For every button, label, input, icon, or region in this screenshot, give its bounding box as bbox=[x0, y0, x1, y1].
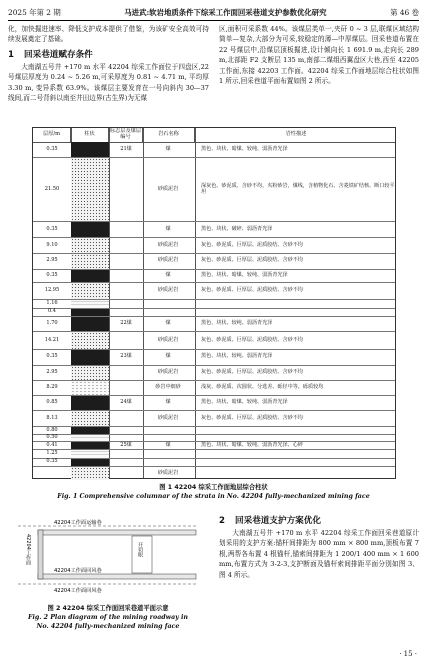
lithology-cell bbox=[71, 222, 109, 236]
section-2-heading bbox=[219, 514, 419, 528]
lithology-cell bbox=[71, 158, 109, 221]
description-cell bbox=[195, 450, 395, 457]
lithology-cell bbox=[71, 350, 109, 364]
description-cell: 黑色、块状、较纯、弱沥青光泽 bbox=[201, 353, 273, 360]
section-2-paragraph: 大南湖五号井 +170 m 水平 42204 综采工作面回采巷道原计划采用的支护方案:锚杆间排距为 800 mm × 800 mm,顶板布置 7 根,两帮各布置 4 根锚杆,锚索间排距为 1 200/1 400 mm × 1 600 mm,布置方式为 3-2-3,支护断面及锚杆索间排距平面分别如图 3、图 4 所示。 bbox=[219, 529, 419, 579]
seam-cell bbox=[109, 300, 143, 307]
thickness-cell: 9.10 bbox=[46, 241, 58, 248]
seam-cell: 24煤 bbox=[120, 399, 132, 406]
rock-name-cell: 砂质泥岩 bbox=[157, 336, 179, 343]
strata-row bbox=[33, 441, 395, 449]
strata-row bbox=[33, 395, 395, 410]
issue-label: 2025 年第 2 期 bbox=[8, 7, 61, 17]
description-cell: 黑色、块状、暗煤、较纯、弱沥青光泽 bbox=[201, 145, 288, 152]
strata-column-table bbox=[32, 127, 396, 479]
strata-row bbox=[33, 458, 395, 466]
transport-roadway-label: 42204工作面运输巷 bbox=[54, 520, 102, 526]
rock-name-cell: 砂岩中细砂 bbox=[155, 384, 181, 391]
seam-cell bbox=[109, 158, 143, 221]
thickness-cell: 1.70 bbox=[46, 320, 58, 327]
lithology-cell bbox=[71, 467, 109, 480]
fig2-caption-zh: 图 2 42204 综采工作面回采巷道平面示意 bbox=[47, 605, 169, 612]
seam-cell bbox=[109, 332, 143, 349]
lithology-cell bbox=[71, 332, 109, 349]
face-label: 开切眼 bbox=[137, 542, 143, 557]
description-cell: 浅灰、砂泥质、次圆状、分选差、砾径中等、砾质较均 bbox=[201, 384, 324, 391]
seam-cell: 22煤 bbox=[120, 320, 132, 327]
description-cell: 黑色、块状、较纯、弱沥青光泽 bbox=[201, 320, 273, 327]
lithology-cell bbox=[71, 238, 109, 254]
seam-cell: 25煤 bbox=[120, 441, 132, 448]
strata-row bbox=[33, 380, 395, 395]
right-column-top bbox=[219, 24, 419, 86]
rock-name-cell: 砂质泥岩 bbox=[157, 185, 179, 192]
rock-name-cell: 煤 bbox=[165, 320, 171, 327]
description-cell: 黑色、块状、暗煤、较纯、弱沥青光泽、心碎 bbox=[201, 441, 303, 448]
section-1-title: 回采巷道赋存条件 bbox=[24, 49, 93, 60]
thickness-cell: 0.35 bbox=[46, 353, 58, 360]
strata-row bbox=[33, 237, 395, 254]
th-description: 岩性描述 bbox=[285, 131, 307, 138]
fig2-caption-en2: No. 42204 fully-mechanized mining face bbox=[36, 623, 180, 630]
volume-label: 第 46 卷 bbox=[390, 7, 419, 17]
return-roadway bbox=[38, 574, 196, 579]
lithology-cell bbox=[71, 450, 109, 457]
thickness-cell: 0.85 bbox=[46, 399, 58, 406]
description-cell bbox=[195, 300, 395, 307]
thickness-cell: 2.95 bbox=[46, 257, 58, 264]
thickness-cell: 0.80 bbox=[46, 426, 58, 433]
thickness-cell: 8.29 bbox=[46, 384, 58, 391]
strata-row bbox=[33, 365, 395, 380]
description-cell: 灰色、砂泥质、巨厚层、泥质胶结、含砂不均 bbox=[201, 287, 303, 294]
description-cell bbox=[195, 309, 395, 316]
description-cell: 灰色、砂泥质、巨厚层、泥质胶结、含砂不均 bbox=[201, 368, 303, 375]
rock-name-cell: 煤 bbox=[165, 399, 171, 406]
rock-name-cell bbox=[143, 459, 193, 466]
transport-roadway bbox=[38, 530, 196, 535]
right-paragraph: 区,面积可采系数 44%。该煤层类单一,夹矸 0 ~ 3 层,联煤区域结构简单—复杂,大部分为可采,较稳定的薄—中厚煤层。回采巷道布置在 22 号煤层中,沿煤层顶板掘进,设计倾向长 1 691.9 m,走向长 289 m,北部距 F2 支断层 135 m,南部二煤组西翼盘区大巷,西至 42205 工作面,东接 42203 工作面。42204 综采工作面地层综合柱状如图 1 所示,回采巷道平面布置如图 2 所示。 bbox=[219, 25, 419, 86]
strata-row bbox=[33, 269, 395, 283]
left-column-top bbox=[8, 24, 209, 103]
th-column: 柱状 bbox=[71, 128, 109, 142]
thickness-cell: 0.50 bbox=[46, 434, 58, 441]
seam-cell bbox=[109, 283, 143, 299]
strata-row bbox=[33, 142, 395, 157]
rock-name-cell: 煤 bbox=[165, 145, 171, 152]
seam-cell bbox=[109, 222, 143, 236]
lithology-cell bbox=[71, 270, 109, 283]
rock-name-cell: 砂质泥岩 bbox=[157, 241, 179, 248]
header-rule bbox=[8, 20, 419, 21]
rock-name-cell: 煤 bbox=[165, 272, 171, 279]
lithology-cell bbox=[71, 396, 109, 410]
section-2-title: 回采巷道支护方案优化 bbox=[235, 516, 321, 526]
rock-name-cell: 砂质泥岩 bbox=[157, 469, 179, 476]
seam-cell bbox=[109, 459, 143, 466]
description-cell: 灰色、砂泥质、巨厚层、泥质胶结、含砂不均 bbox=[201, 257, 303, 264]
strata-row bbox=[33, 157, 395, 221]
rock-name-cell bbox=[143, 427, 193, 434]
section-2-number: 2 bbox=[219, 516, 225, 526]
strata-row bbox=[33, 221, 395, 236]
th-seam: 标志层及煤层编号 bbox=[109, 128, 142, 140]
running-header bbox=[8, 5, 419, 19]
lithology-cell bbox=[71, 459, 109, 466]
description-cell: 灰色、砂泥质、巨厚层、泥质胶结、含砂不均 bbox=[201, 241, 303, 248]
section-1-number: 1 bbox=[8, 49, 14, 60]
rock-name-cell: 煤 bbox=[165, 225, 171, 232]
section-1-heading bbox=[8, 48, 209, 62]
th-thickness: 层厚/m bbox=[33, 128, 71, 142]
strata-row bbox=[33, 426, 395, 434]
seam-cell: 21煤 bbox=[120, 145, 132, 152]
lithology-cell bbox=[71, 366, 109, 380]
th-rock: 岩石名称 bbox=[143, 128, 195, 142]
description-cell: 黑色、块状、破碎、弱沥青光泽 bbox=[201, 225, 273, 232]
thickness-cell: 0.35 bbox=[46, 225, 58, 232]
lithology-cell bbox=[71, 142, 109, 157]
description-cell bbox=[195, 427, 395, 434]
rock-name-cell: 煤 bbox=[165, 353, 171, 360]
thickness-cell: 0.41 bbox=[46, 441, 58, 448]
section-1-paragraph: 大南湖五号井 +170 m 水平 42204 综采工作面位于四盘区,22 号煤层厚度为 0.24 ~ 5.26 m,可采厚度为 0.81 ~ 4.71 m, 平均厚 3.30 m, 变异系数 63.9%。该煤层主要发育在一号向斜内 30—37 线间,而二号背斜以南至井田边界(古生界)为无煤 bbox=[8, 62, 209, 103]
strata-row bbox=[33, 299, 395, 307]
seam-cell bbox=[109, 238, 143, 254]
rock-name-cell bbox=[143, 309, 193, 316]
lithology-cell bbox=[71, 411, 109, 425]
thickness-cell: 0.4 bbox=[47, 308, 57, 315]
thickness-cell: 0.35 bbox=[46, 458, 58, 465]
fig1-caption-en: Fig. 1 Comprehensive columnar of the strata in No. 42204 fully-mechanized mining face bbox=[57, 493, 370, 500]
thickness-cell: 0.35 bbox=[46, 272, 58, 279]
lithology-cell bbox=[71, 309, 109, 316]
open-cut bbox=[38, 530, 43, 579]
article-title: 马进武:软岩地质条件下综采工作面回采巷道支护参数优化研究 bbox=[124, 7, 327, 17]
description-cell bbox=[195, 467, 395, 480]
fig2-caption-en1: Fig. 2 Plan diagram of the mining roadway in bbox=[27, 614, 189, 621]
seam-cell bbox=[109, 309, 143, 316]
strata-row bbox=[33, 331, 395, 349]
strata-row bbox=[33, 308, 395, 316]
strata-row bbox=[33, 466, 395, 480]
thickness-cell bbox=[33, 467, 71, 480]
seam-cell bbox=[109, 427, 143, 434]
rock-name-cell: 砂质泥岩 bbox=[157, 368, 179, 375]
thickness-cell: 2.95 bbox=[46, 368, 58, 375]
rock-name-cell bbox=[143, 450, 193, 457]
lithology-cell bbox=[71, 427, 109, 434]
seam-cell bbox=[109, 411, 143, 425]
thickness-cell: 12.95 bbox=[44, 287, 60, 294]
seam-cell bbox=[109, 381, 143, 395]
bottom-roadway-label: 42204工作面回风巷 bbox=[54, 588, 102, 594]
seam-cell bbox=[109, 366, 143, 380]
thickness-cell: 1.16 bbox=[46, 299, 58, 306]
description-cell: 深灰色、砂泥质、含砂不均、夹粉砂岩，煤线，含植物化石、含菱铁矿结核、断口较平坦 bbox=[201, 182, 395, 195]
strata-row bbox=[33, 449, 395, 457]
rock-name-cell bbox=[143, 300, 193, 307]
description-cell: 黑色、块状、暗煤、较纯、弱沥青光泽 bbox=[201, 399, 288, 406]
description-cell: 灰色、砂泥质、巨厚层、泥质胶结、含砂不均 bbox=[201, 414, 303, 421]
seam-cell: 23煤 bbox=[120, 353, 132, 360]
description-cell: 黑色、块状、暗煤、较纯、弱沥青光泽 bbox=[201, 272, 288, 279]
side-label: 42204工作面 bbox=[25, 534, 31, 565]
seam-cell bbox=[109, 467, 143, 480]
strata-row bbox=[33, 316, 395, 331]
roadway-plan-diagram bbox=[14, 512, 200, 600]
strata-row bbox=[33, 349, 395, 364]
rock-name-cell: 煤 bbox=[165, 441, 171, 448]
lithology-cell bbox=[71, 300, 109, 307]
seam-cell bbox=[109, 450, 143, 457]
lithology-cell bbox=[71, 317, 109, 331]
description-cell: 灰色、砂泥质、巨厚层、泥质胶结、含砂不均 bbox=[201, 336, 303, 343]
thickness-cell: 14.21 bbox=[44, 336, 60, 343]
description-cell bbox=[195, 459, 395, 466]
strata-row bbox=[33, 410, 395, 425]
lithology-cell bbox=[71, 442, 109, 449]
lithology-cell bbox=[71, 254, 109, 268]
right-column-bottom bbox=[219, 514, 419, 580]
strata-row bbox=[33, 434, 395, 441]
thickness-cell: 1.25 bbox=[46, 450, 58, 457]
figure-2-caption bbox=[8, 604, 208, 631]
strata-row bbox=[33, 282, 395, 299]
lithology-cell bbox=[71, 381, 109, 395]
rock-name-cell: 砂质泥岩 bbox=[157, 414, 179, 421]
return-roadway-label: 42204工作面回风巷 bbox=[54, 568, 102, 574]
seam-cell bbox=[109, 270, 143, 283]
thickness-cell: 0.35 bbox=[46, 145, 58, 152]
lithology-cell bbox=[71, 283, 109, 299]
page-number: · 15 · bbox=[399, 650, 417, 658]
strata-row bbox=[33, 253, 395, 268]
fig1-caption-zh: 图 1 42204 综采工作面地层综合柱状 bbox=[159, 484, 268, 491]
seam-cell bbox=[109, 254, 143, 268]
intro-paragraph: 化，加快掘进速率、降低支护成本提供了借鉴，为该矿安全高效可持续发展奠定了基础。 bbox=[8, 25, 209, 44]
thickness-cell: 21.50 bbox=[44, 185, 60, 192]
figure-1-caption bbox=[8, 483, 419, 501]
thickness-cell: 8.13 bbox=[46, 414, 58, 421]
rock-name-cell: 砂质泥岩 bbox=[157, 257, 179, 264]
rock-name-cell: 砂质泥岩 bbox=[157, 287, 179, 294]
